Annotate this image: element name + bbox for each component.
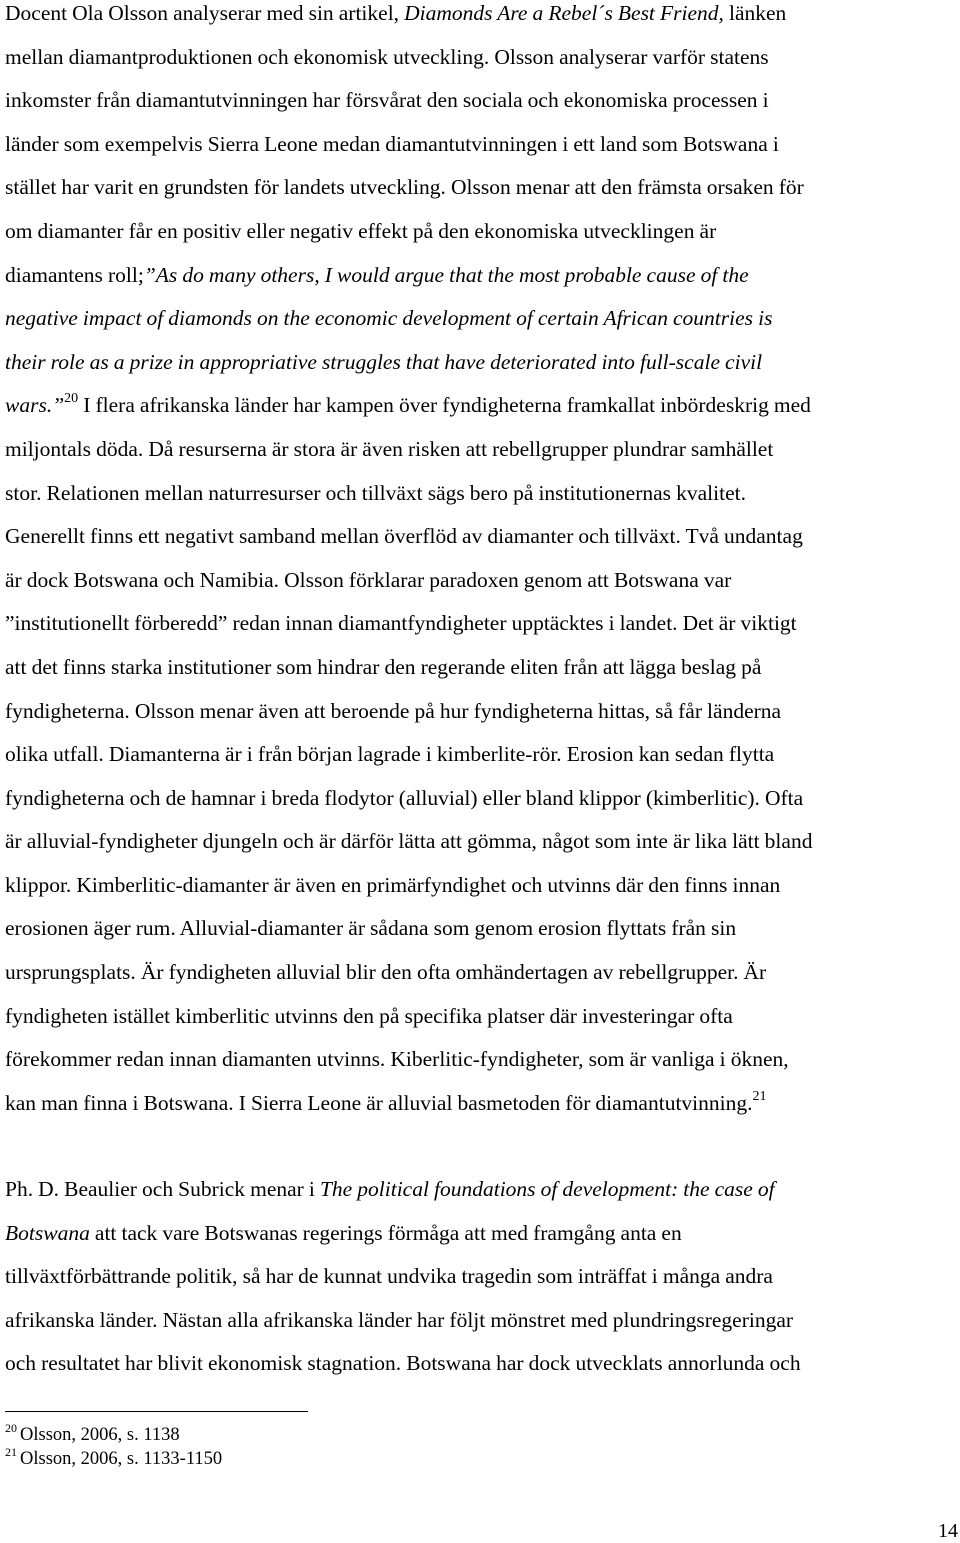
footnote-text: Olsson, 2006, s. 1138 xyxy=(20,1425,180,1445)
footnote-number: 20 xyxy=(5,1421,17,1435)
footnote-ref-20[interactable]: 20 xyxy=(64,391,79,407)
footnote-ref-21[interactable]: 21 xyxy=(752,1088,767,1104)
footnote-21 xyxy=(5,1447,605,1471)
text-segment: Docent Ola Olsson analyserar med sin artikel, xyxy=(5,1,405,25)
article-title: Diamonds Are a Rebel´s Best Friend, xyxy=(404,1,724,25)
block-quote: ”As do many others, I would argue that the most probable cause of the negative impact of diamonds on the economic development of certain African countries is their role as a prize in appropriative struggles that have deteriorated into full-scale civil wars.” xyxy=(5,262,773,418)
footnote-20 xyxy=(5,1423,605,1447)
book-title: The political foundations of development: the case of Botswana xyxy=(5,1177,775,1245)
text-segment: länken mellan diamantproduktionen och ekonomisk utveckling. Olsson analyserar varför statens inkomster från diamantutvinningen har försvårat den sociala och ekonomiska processen i länder som exempelvis Sierra Leone medan diamantutvinningen i ett land som Botswana i stället har varit en grundsten för landets utveckling. Olsson menar att den främsta orsaken för om diamanter får en positiv eller negativ effekt på den ekonomiska utvecklingen är diamantens roll; xyxy=(5,1,804,287)
page-number: 14 xyxy=(938,1520,958,1542)
text-segment: att tack vare Botswanas regerings förmåga att med framgång anta en tillväxtförbättrande politik, så har de kunnat undvika tragedin som inträffat i många andra afrikanska länder. Nästan alla afrikanska länder har följt mönstret med plundringsregeringar och resultatet har blivit ekonomisk stagnation. Botswana har dock utvecklats annorlunda och xyxy=(5,1220,801,1376)
paragraph-beaulier xyxy=(5,1168,960,1386)
paragraph-olsson xyxy=(5,0,960,1125)
footnote-separator xyxy=(5,1411,308,1412)
text-segment: Ph. D. Beaulier och Subrick menar i xyxy=(5,1177,320,1201)
footnote-number: 21 xyxy=(5,1445,17,1459)
footnote-text: Olsson, 2006, s. 1133-1150 xyxy=(20,1449,223,1469)
footnotes xyxy=(5,1423,605,1471)
text-segment: I flera afrikanska länder har kampen över fyndigheterna framkallat inbördeskrig med miljontals döda. Då resurserna är stora är även risken att rebellgrupper plundrar samhället stor. Relationen mellan naturresurser och tillväxt sägs bero på institutionernas kvalitet. Generellt finns ett negativt samband mellan överflöd av diamanter och tillväxt. Två undantag är dock Botswana och Namibia. Olsson förklarar paradoxen genom att Botswana var ”institutionellt förberedd” redan innan diamantfyndigheter upptäcktes i landet. Det är viktigt att det finns starka institutioner som hindrar den regerande eliten från att lägga beslag på fyndigheterna. Olsson menar även att beroende på hur fyndigheterna hittas, så får länderna olika utfall. Diamanterna är i från början lagrade i kimberlite-rör. Erosion kan sedan flytta fyndigheterna och de hamnar i breda flodytor (alluvial) eller bland klippor (kimberlitic). Ofta är alluvial-fyndigheter djungeln och är därför lätta att gömma, något som inte är lika lätt bland klippor. Kimberlitic-diamanter är även en primärfyndighet och utvinns där den finns innan erosionen äger rum. Alluvial-diamanter är sådana som genom erosion flyttats från sin ursprungsplats. Är fyndigheten alluvial blir den ofta omhändertagen av rebellgrupper. Är fyndigheten istället kimberlitic utvinns den på specifika platser där investeringar ofta förekommer redan innan diamanten utvinns. Kiberlitic-fyndigheter, som är vanliga i öknen, kan man finna i Botswana. I Sierra Leone är alluvial basmetoden för diamantutvinning. xyxy=(5,393,813,1115)
